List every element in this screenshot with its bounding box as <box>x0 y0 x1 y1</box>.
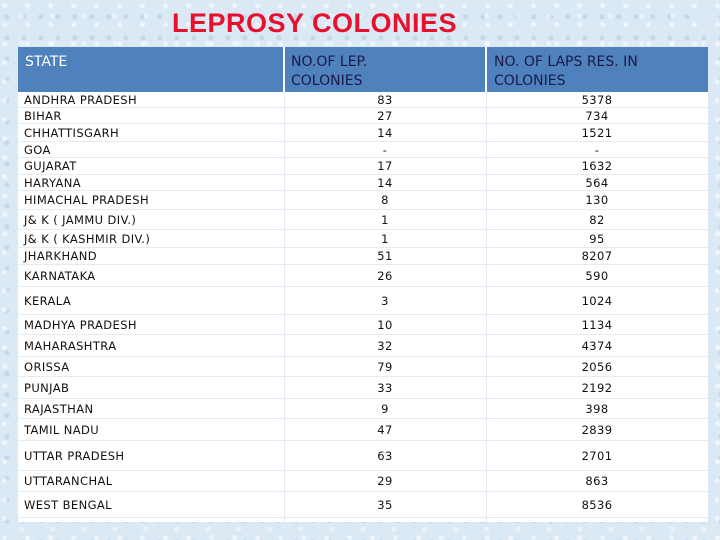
row-colonies-cell: - <box>382 142 388 157</box>
table-row <box>18 357 708 377</box>
header-state <box>18 47 284 92</box>
table-row <box>18 142 708 158</box>
row-state-cell: WEST BENGAL <box>24 497 112 512</box>
header-divider <box>283 47 285 92</box>
row-residents-cell: 2839 <box>581 422 613 437</box>
row-colonies-cell: 1 <box>381 231 389 246</box>
row-colonies-cell: 79 <box>377 359 393 374</box>
row-residents-cell: 4374 <box>581 338 613 353</box>
row-colonies-cell: 8 <box>381 193 389 207</box>
row-state-cell: J& K ( KASHMIR DIV.) <box>24 231 151 246</box>
table-row <box>18 471 708 492</box>
header-residents-line1: NO. OF LAPS RES. IN <box>494 54 638 70</box>
table-row <box>18 287 708 315</box>
header-state-label: STATE <box>25 54 68 70</box>
table-row <box>18 175 708 191</box>
table-row <box>18 335 708 357</box>
row-residents-cell: 8536 <box>581 497 613 512</box>
row-colonies-cell: 83 <box>377 92 393 107</box>
row-residents-cell: 863 <box>585 474 609 488</box>
row-colonies-cell: 47 <box>377 422 393 437</box>
row-residents-cell: 1632 <box>581 159 613 173</box>
row-state-cell: ANDHRA PRADESH <box>24 92 138 107</box>
row-residents-cell: 1024 <box>581 293 613 308</box>
row-colonies-cell: 17 <box>377 159 393 173</box>
header-colonies-line2: COLONIES <box>291 73 363 89</box>
header-colonies-line1: NO.OF LEP. <box>291 54 368 70</box>
row-colonies-cell: 35 <box>377 497 393 512</box>
table-row <box>18 158 708 175</box>
row-state-cell: MADHYA PRADESH <box>24 317 137 332</box>
table-row <box>18 265 708 287</box>
row-state-cell: GOA <box>24 142 51 157</box>
header-colonies <box>284 47 486 92</box>
row-residents-cell: 734 <box>585 108 609 123</box>
row-colonies-cell: 27 <box>377 108 393 123</box>
page-title: LEPROSY COLONIES <box>172 8 458 38</box>
row-colonies-cell: 14 <box>377 175 393 190</box>
row-state-cell: TAMIL NADU <box>24 422 100 437</box>
row-residents-cell: 2056 <box>581 359 613 374</box>
header-residents <box>486 47 708 92</box>
table-row <box>18 492 708 518</box>
table-row <box>18 419 708 441</box>
header-residents-line2: COLONIES <box>494 73 566 89</box>
row-residents-cell: 82 <box>589 212 605 227</box>
row-state-cell: KARNATAKA <box>24 268 96 283</box>
row-residents-cell: 8207 <box>581 249 613 263</box>
row-colonies-cell: 9 <box>381 401 389 416</box>
row-state-cell: UTTAR PRADESH <box>24 448 125 463</box>
row-state-cell: J& K ( JAMMU DIV.) <box>24 212 137 227</box>
leprosy-colonies-table <box>18 47 708 522</box>
row-colonies-cell: 29 <box>377 474 393 488</box>
row-state-cell: RAJASTHAN <box>24 401 94 416</box>
row-state-cell: BIHAR <box>24 108 62 123</box>
row-residents-cell: 2701 <box>581 448 613 463</box>
header-divider <box>485 47 487 92</box>
row-state-cell: PUNJAB <box>24 380 70 395</box>
row-state-cell: JHARKHAND <box>24 249 98 263</box>
row-colonies-cell: 14 <box>377 125 393 140</box>
row-residents-cell: 398 <box>585 401 609 416</box>
row-colonies-cell: 33 <box>377 380 393 395</box>
table-row <box>18 191 708 210</box>
row-state-cell: HARYANA <box>24 175 82 190</box>
table-row <box>18 108 708 124</box>
row-state-cell: KERALA <box>24 293 72 308</box>
row-state-cell: GUJARAT <box>24 159 77 173</box>
row-residents-cell: 1134 <box>581 317 613 332</box>
table-row <box>18 377 708 399</box>
row-colonies-cell: 51 <box>377 249 393 263</box>
table-row <box>18 230 708 248</box>
row-colonies-cell: 26 <box>377 268 393 283</box>
row-state-cell: MAHARASHTRA <box>24 338 117 353</box>
row-state-cell: CHHATTISGARH <box>24 125 120 140</box>
table-row <box>18 92 708 108</box>
row-residents-cell: 590 <box>585 268 609 283</box>
table-row <box>18 248 708 265</box>
row-residents-cell: 5378 <box>581 92 613 107</box>
row-colonies-cell: 1 <box>381 212 389 227</box>
row-residents-cell: 1521 <box>581 125 613 140</box>
table-row <box>18 315 708 335</box>
row-state-cell: UTTARANCHAL <box>24 474 113 488</box>
row-colonies-cell: 10 <box>377 317 393 332</box>
row-residents-cell: 130 <box>585 193 609 207</box>
row-colonies-cell: 63 <box>377 448 393 463</box>
table-header <box>18 47 708 92</box>
row-state-cell: ORISSA <box>24 359 70 374</box>
table-row <box>18 399 708 419</box>
row-state-cell: HIMACHAL PRADESH <box>24 193 150 207</box>
row-colonies-cell: 3 <box>381 293 389 308</box>
row-residents-cell: 564 <box>585 175 609 190</box>
table-row <box>18 124 708 142</box>
table-row <box>18 441 708 471</box>
row-residents-cell: - <box>594 142 600 157</box>
table-row <box>18 210 708 230</box>
row-residents-cell: 2192 <box>581 380 613 395</box>
row-colonies-cell: 32 <box>377 338 393 353</box>
row-residents-cell: 95 <box>589 231 605 246</box>
